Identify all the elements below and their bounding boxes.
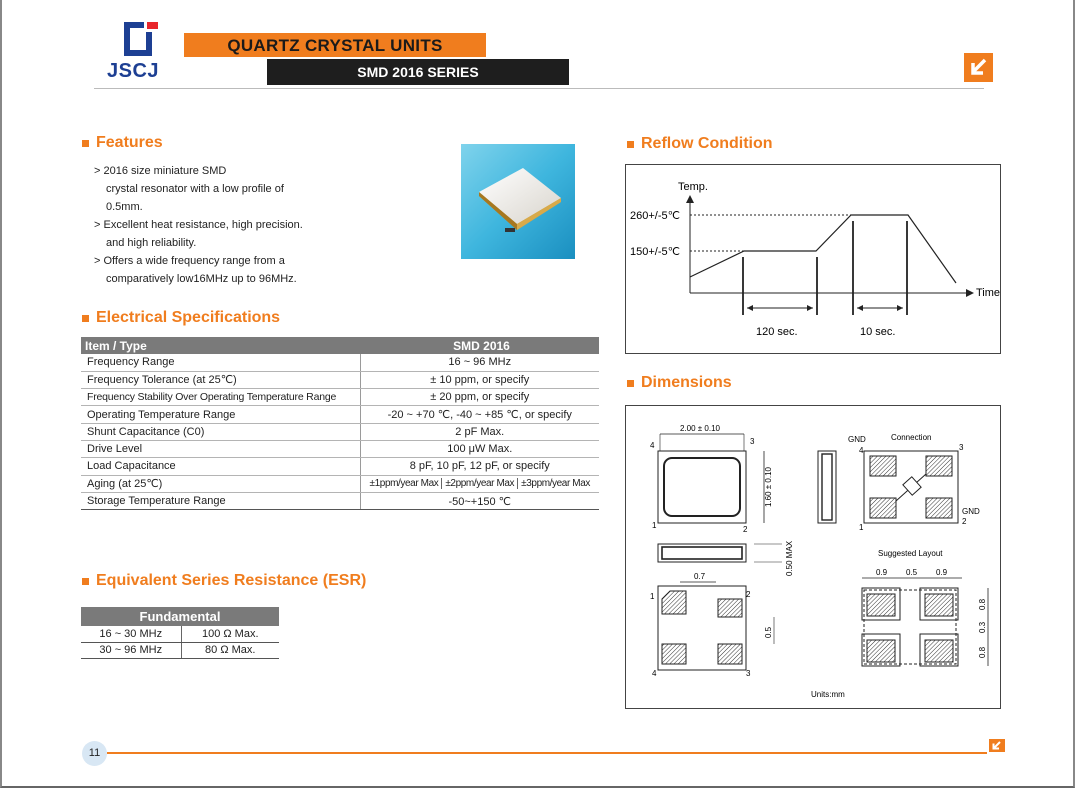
aging-value: ±2ppm/year Max: [441, 478, 517, 489]
bullet-square-icon: [82, 140, 89, 147]
spec-value: -20 ~ +70 ℃, -40 ~ +85 ℃, or specify: [360, 406, 599, 423]
pin-label: 2: [743, 525, 748, 534]
table-row: [81, 440, 599, 457]
duration-label: 120 sec.: [756, 326, 798, 338]
crystal-product-photo: [461, 144, 575, 259]
dimensions-heading: Dimensions: [627, 374, 732, 392]
gnd-label: GND: [848, 435, 866, 444]
esr-heading: Equivalent Series Resistance (ESR): [82, 572, 366, 590]
electrical-spec-table: [81, 337, 599, 510]
page-number: 11: [82, 741, 107, 766]
temp-low-label: 150+/-5℃: [630, 246, 680, 258]
spec-value: ± 10 ppm, or specify: [360, 371, 599, 388]
spec-item: Frequency Stability Over Operating Temperature Range: [81, 389, 360, 406]
aging-value: ±3ppm/year Max: [517, 478, 593, 489]
spec-item: Storage Temperature Range: [81, 492, 360, 509]
arrow-down-left-icon: [989, 739, 1005, 752]
feature-line: > Offers a wide frequency range from a: [94, 255, 285, 267]
feature-line: comparatively low16MHz up to 96MHz.: [106, 273, 297, 285]
layout-dimension: 0.8: [978, 646, 987, 658]
spec-value: 16 ~ 96 MHz: [360, 354, 599, 371]
feature-line: and high reliability.: [106, 237, 197, 249]
pin-label: 4: [652, 669, 657, 678]
esr-range: 16 ~ 30 MHz: [81, 626, 181, 642]
logo-text: JSCJ: [107, 60, 160, 82]
pin-label: 1: [652, 521, 657, 530]
aging-values: [361, 478, 600, 489]
suggested-layout-label: Suggested Layout: [878, 549, 943, 558]
spec-item: Frequency Range: [81, 354, 360, 371]
table-row: [81, 642, 279, 658]
table-row: [81, 626, 279, 642]
layout-dimension: 0.9: [876, 568, 888, 577]
pad-gap-dimension: 0.7: [694, 572, 706, 581]
table-row: [81, 492, 599, 509]
reflow-heading: Reflow Condition: [627, 135, 773, 153]
spec-value: [360, 475, 599, 492]
y-axis-label: Temp.: [678, 181, 708, 193]
table-row: [81, 458, 599, 475]
table-row: [81, 354, 599, 371]
spec-value: -50~+150 ℃: [360, 492, 599, 509]
bullet-square-icon: [82, 578, 89, 585]
aging-value: ±1ppm/year Max: [369, 478, 439, 490]
feature-line: > 2016 size miniature SMD: [94, 165, 227, 177]
bullet-square-icon: [82, 315, 89, 322]
pin-label: 1: [650, 592, 655, 601]
column-header: Item / Type: [81, 337, 360, 354]
features-heading: Features: [82, 134, 163, 152]
pad-height-dimension: 0.5: [764, 626, 773, 638]
spec-value: 100 μW Max.: [360, 440, 599, 457]
corner-arrow-badge: [964, 53, 993, 82]
table-row: [81, 423, 599, 440]
footer-arrow-badge: [989, 739, 1005, 752]
connection-label: Connection: [891, 433, 932, 442]
height-dimension: 1.60 ± 0.10: [764, 467, 773, 507]
gnd-label: GND: [962, 507, 980, 516]
feature-line: > Excellent heat resistance, high precision.: [94, 219, 303, 231]
pin-label: 4: [859, 446, 864, 455]
duration-label: 10 sec.: [860, 326, 896, 338]
spec-item: Frequency Tolerance (at 25℃): [81, 371, 360, 388]
reflow-diagram: [625, 164, 1001, 354]
electrical-heading: Electrical Specifications: [82, 309, 280, 327]
footer-divider: [107, 752, 987, 754]
bullet-square-icon: [627, 380, 634, 387]
jscj-logo-icon: [124, 22, 158, 56]
esr-table: [81, 607, 279, 659]
spec-item: Load Capacitance: [81, 458, 360, 475]
spec-value: 8 pF, 10 pF, 12 pF, or specify: [360, 458, 599, 475]
x-axis-label: Time: [976, 287, 1000, 299]
pin-label: 3: [959, 443, 964, 452]
esr-value: 80 Ω Max.: [181, 642, 279, 658]
features-list: [94, 162, 374, 288]
pin-label: 1: [859, 523, 864, 532]
thickness-dimension: 0.50 MAX: [785, 540, 794, 576]
bullet-square-icon: [627, 141, 634, 148]
column-header: SMD 2016: [360, 337, 599, 354]
layout-dimension: 0.5: [906, 568, 918, 577]
esr-range: 30 ~ 96 MHz: [81, 642, 181, 658]
column-header: Fundamental: [81, 607, 279, 626]
pin-label: 2: [962, 517, 967, 526]
table-row: [81, 406, 599, 423]
header-divider: [94, 88, 984, 89]
width-dimension: 2.00 ± 0.10: [680, 424, 720, 433]
spec-value: ± 20 ppm, or specify: [360, 389, 599, 406]
table-row: [81, 371, 599, 388]
arrow-down-left-icon: [964, 53, 993, 82]
layout-dimension: 0.3: [978, 621, 987, 633]
pin-label: 3: [750, 437, 755, 446]
pin-label: 2: [746, 590, 751, 599]
units-label: Units:mm: [811, 690, 845, 699]
series-title: SMD 2016 SERIES: [267, 59, 569, 85]
spec-item: Aging (at 25℃): [81, 475, 360, 492]
temp-high-label: 260+/-5℃: [630, 210, 680, 222]
feature-line: crystal resonator with a low profile of: [106, 183, 284, 195]
reflow-profile-graphic: [626, 165, 1000, 353]
spec-item: Shunt Capacitance (C0): [81, 423, 360, 440]
table-row: [81, 389, 599, 406]
page-title: QUARTZ CRYSTAL UNITS: [184, 33, 486, 57]
esr-value: 100 Ω Max.: [181, 626, 279, 642]
feature-line: 0.5mm.: [106, 201, 143, 213]
table-row: [81, 475, 599, 492]
spec-value: 2 pF Max.: [360, 423, 599, 440]
dimensions-diagram: [625, 405, 1001, 709]
table-header-row: [81, 337, 599, 354]
layout-dimension: 0.9: [936, 568, 948, 577]
layout-dimension: 0.8: [978, 598, 987, 610]
pin-label: 3: [746, 669, 751, 678]
spec-item: Operating Temperature Range: [81, 406, 360, 423]
dimensions-drawing: [626, 406, 1000, 708]
spec-item: Drive Level: [81, 440, 360, 457]
pin-label: 4: [650, 441, 655, 450]
table-header-row: [81, 607, 279, 626]
